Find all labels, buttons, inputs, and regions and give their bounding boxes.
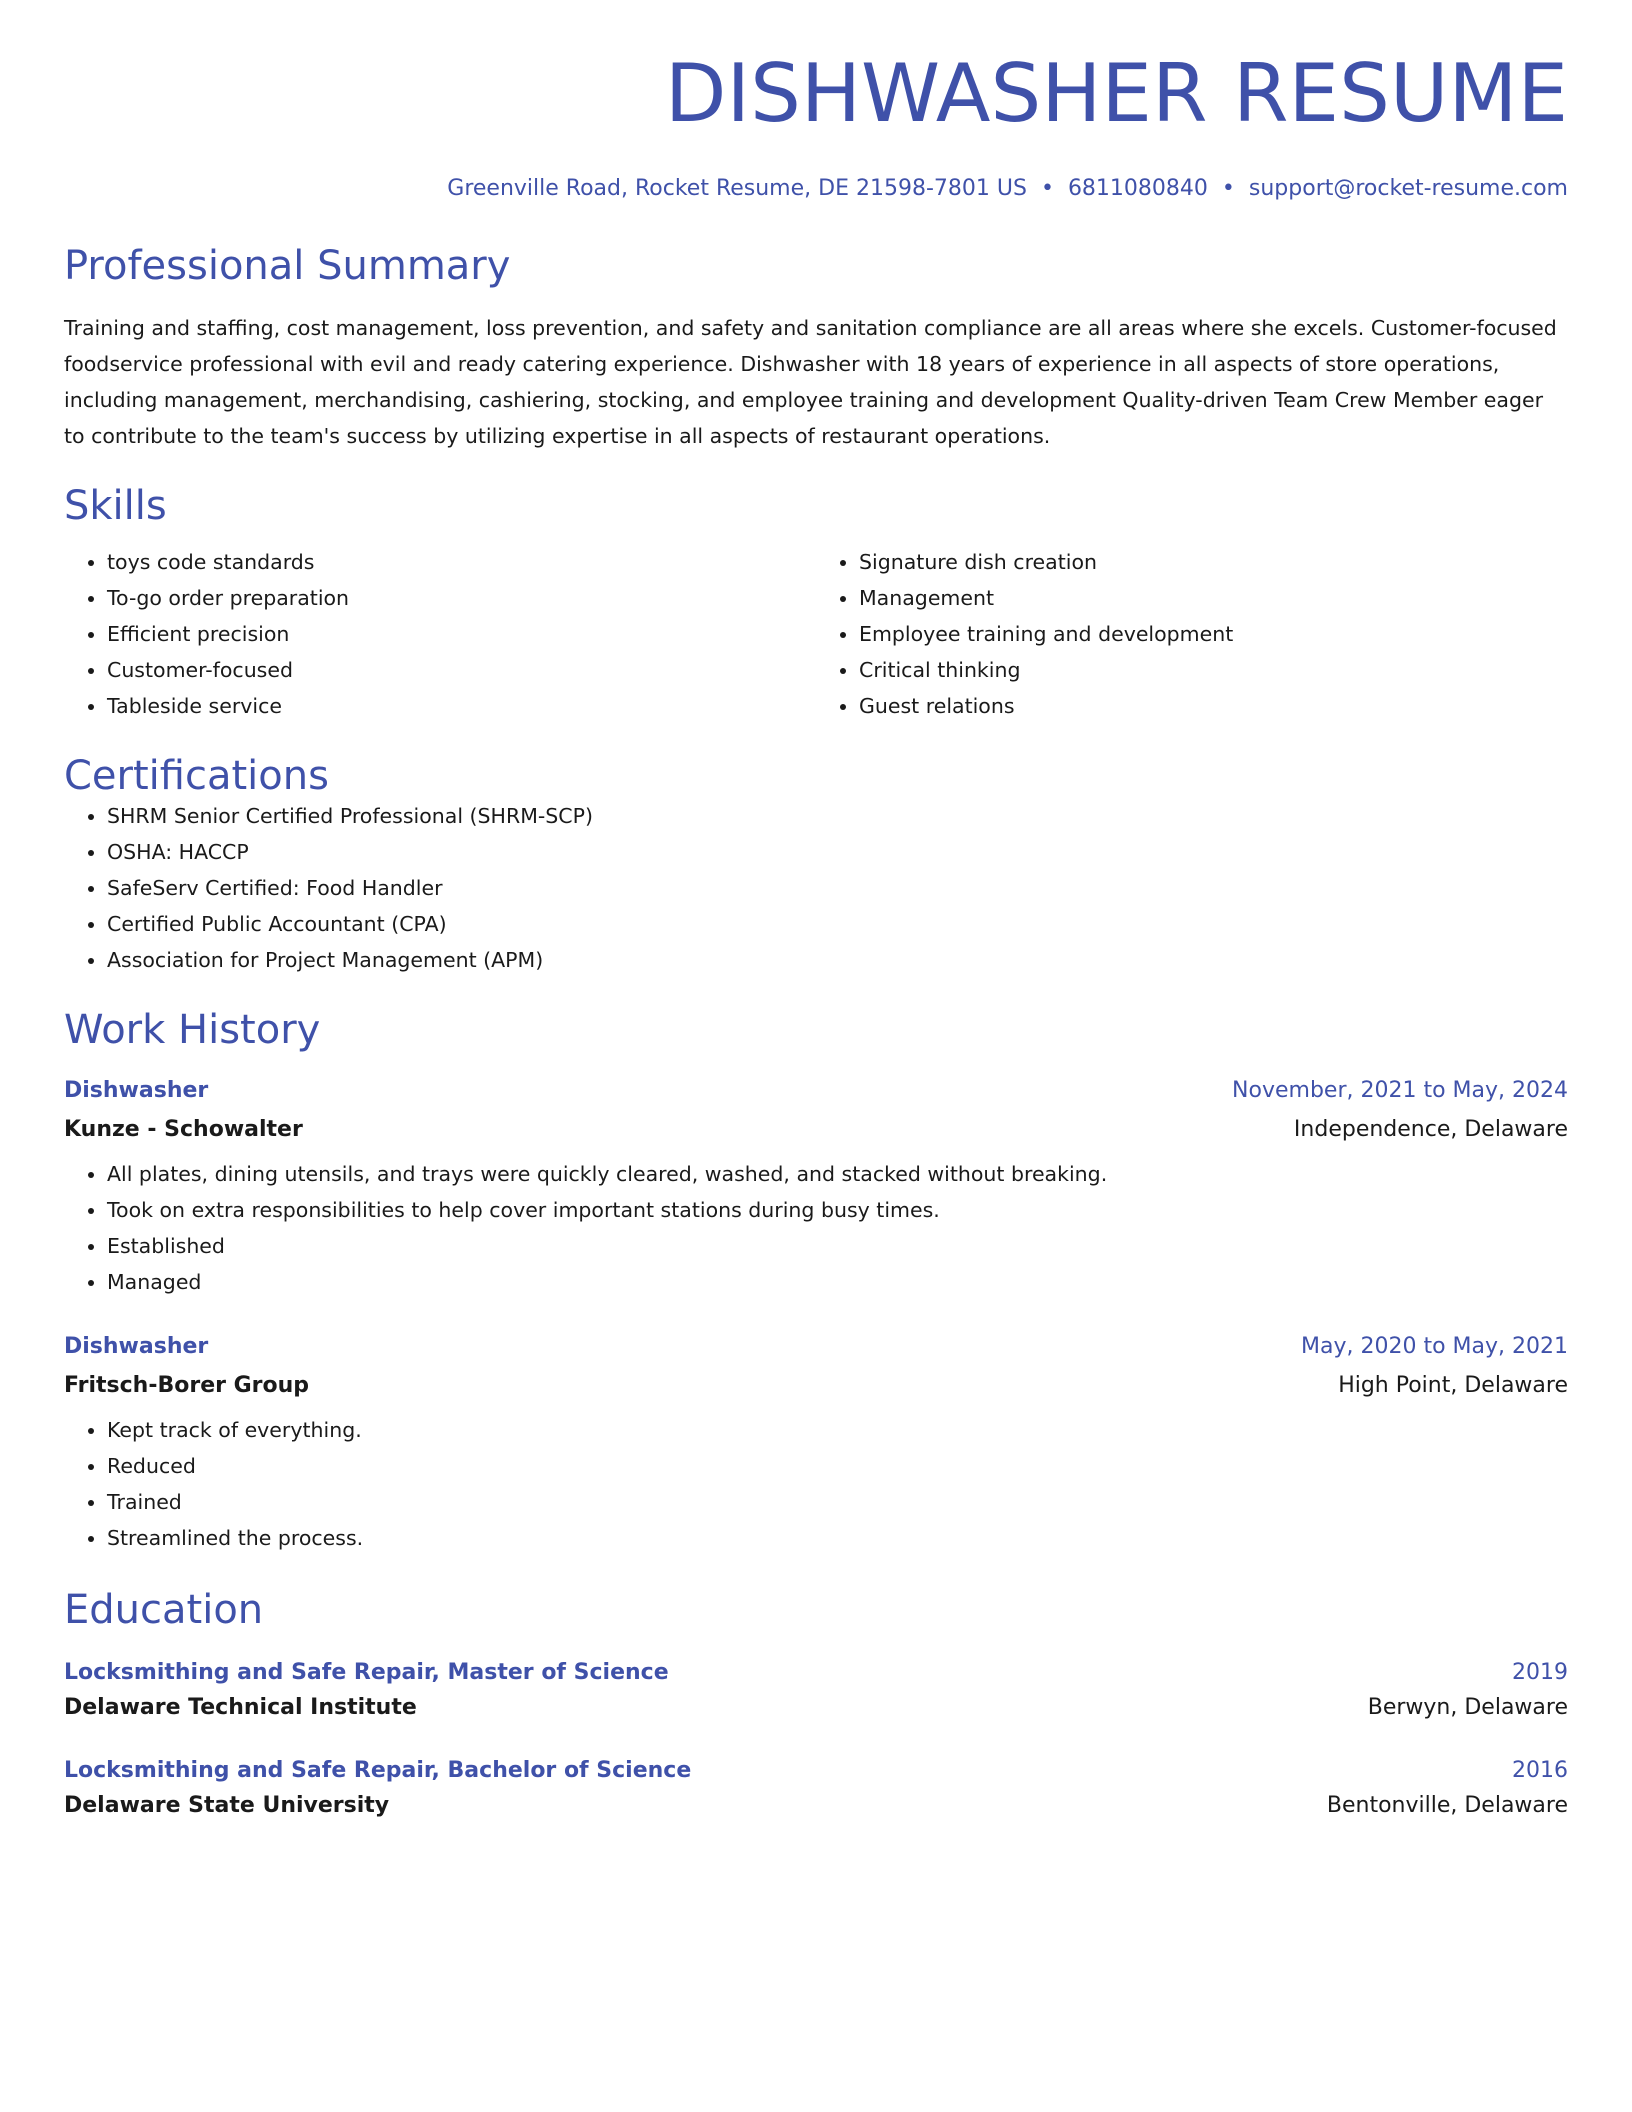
skill-item: • Efficient precision xyxy=(107,616,816,652)
skill-item: • To-go order preparation xyxy=(107,580,816,616)
job-bullet: • All plates, dining utensils, and trays were quickly cleared, washed, and stacked without breaking. xyxy=(107,1156,1568,1192)
job-header-row xyxy=(64,1334,1568,1359)
job-title: Dishwasher xyxy=(64,1078,209,1104)
skill-item: • Tableside service xyxy=(107,688,816,724)
education-location: Bentonville, Delaware xyxy=(1326,1793,1568,1819)
skills-list-right xyxy=(816,544,1568,724)
job-title: Dishwasher xyxy=(64,1334,209,1360)
skill-item: • toys code standards xyxy=(107,544,816,580)
skills-columns xyxy=(64,544,1568,724)
education-school-row xyxy=(64,1793,1568,1818)
job-entry xyxy=(64,1078,1568,1300)
education-heading: Education xyxy=(64,1587,264,1634)
job-company-row xyxy=(64,1117,1568,1142)
resume-title: DISHWASHER RESUME xyxy=(664,47,1568,140)
certification-item: • Association for Project Management (APM) xyxy=(107,942,1568,978)
work-history-heading: Work History xyxy=(64,1007,321,1054)
education-degree: Locksmithing and Safe Repair, Bachelor of Science xyxy=(64,1758,692,1784)
job-bullets xyxy=(64,1156,1568,1300)
education-header-row xyxy=(64,1758,1568,1783)
job-bullet: • Managed xyxy=(107,1264,1568,1300)
job-company-row xyxy=(64,1373,1568,1398)
education-school: Delaware Technical Institute xyxy=(64,1695,417,1721)
job-bullet: • Streamlined the process. xyxy=(107,1520,1568,1556)
certifications-list xyxy=(64,798,1568,978)
education-location: Berwyn, Delaware xyxy=(1367,1695,1568,1721)
summary-text: Training and staffing, cost management, loss prevention, and safety and sanitation compliance are all areas where she excels. Customer-focused foodservice professional with evil and ready catering experience. Dishwasher with 18 years of experience in all aspects of store operations, including management, merchandising, cashiering, stocking, and employee training and development Quality-driven Team Crew Member eager to contribute to the team's success by utilizing expertise in all aspects of restaurant operations. xyxy=(64,316,1557,449)
education-school-row xyxy=(64,1695,1568,1720)
job-bullet: • Reduced xyxy=(107,1448,1568,1484)
certification-item: • Certified Public Accountant (CPA) xyxy=(107,906,1568,942)
education-entry xyxy=(64,1660,1568,1720)
skill-item: • Employee training and development xyxy=(859,616,1568,652)
education-year: 2016 xyxy=(1512,1758,1568,1784)
skills-heading: Skills xyxy=(64,483,167,530)
job-dates: November, 2021 to May, 2024 xyxy=(1232,1078,1568,1104)
job-bullets xyxy=(64,1412,1568,1556)
job-bullet: • Took on extra responsibilities to help cover important stations during busy times. xyxy=(107,1192,1568,1228)
skill-item: • Critical thinking xyxy=(859,652,1568,688)
job-company: Fritsch-Borer Group xyxy=(64,1373,310,1399)
job-bullet: • Trained xyxy=(107,1484,1568,1520)
job-dates: May, 2020 to May, 2021 xyxy=(1301,1334,1568,1360)
contact-separator: • xyxy=(1221,176,1235,201)
contact-email: support@rocket-resume.com xyxy=(1248,176,1568,201)
certification-item: • OSHA: HACCP xyxy=(107,834,1568,870)
skills-list-left xyxy=(64,544,816,724)
job-header-row xyxy=(64,1078,1568,1103)
contact-separator: • xyxy=(1040,176,1054,201)
education-header-row xyxy=(64,1660,1568,1685)
job-bullet: • Established xyxy=(107,1228,1568,1264)
job-bullet: • Kept track of everything. xyxy=(107,1412,1568,1448)
job-location: Independence, Delaware xyxy=(1293,1117,1568,1143)
contact-phone: 6811080840 xyxy=(1067,176,1208,201)
skill-item: • Guest relations xyxy=(859,688,1568,724)
skill-item: • Customer-focused xyxy=(107,652,816,688)
certification-item: • SHRM Senior Certified Professional (SHRM-SCP) xyxy=(107,798,1568,834)
education-year: 2019 xyxy=(1512,1660,1568,1686)
education-school: Delaware State University xyxy=(64,1793,390,1819)
job-company: Kunze - Schowalter xyxy=(64,1117,303,1143)
education-entry xyxy=(64,1758,1568,1818)
skill-item: • Signature dish creation xyxy=(859,544,1568,580)
contact-address: Greenville Road, Rocket Resume, DE 21598-7801 US xyxy=(447,176,1027,201)
contact-line xyxy=(64,176,1568,202)
job-entry xyxy=(64,1334,1568,1556)
job-location: High Point, Delaware xyxy=(1338,1373,1568,1399)
certifications-heading: Certifications xyxy=(64,753,329,800)
summary-heading: Professional Summary xyxy=(64,243,511,290)
skill-item: • Management xyxy=(859,580,1568,616)
education-degree: Locksmithing and Safe Repair, Master of Science xyxy=(64,1660,669,1686)
certification-item: • SafeServ Certified: Food Handler xyxy=(107,870,1568,906)
